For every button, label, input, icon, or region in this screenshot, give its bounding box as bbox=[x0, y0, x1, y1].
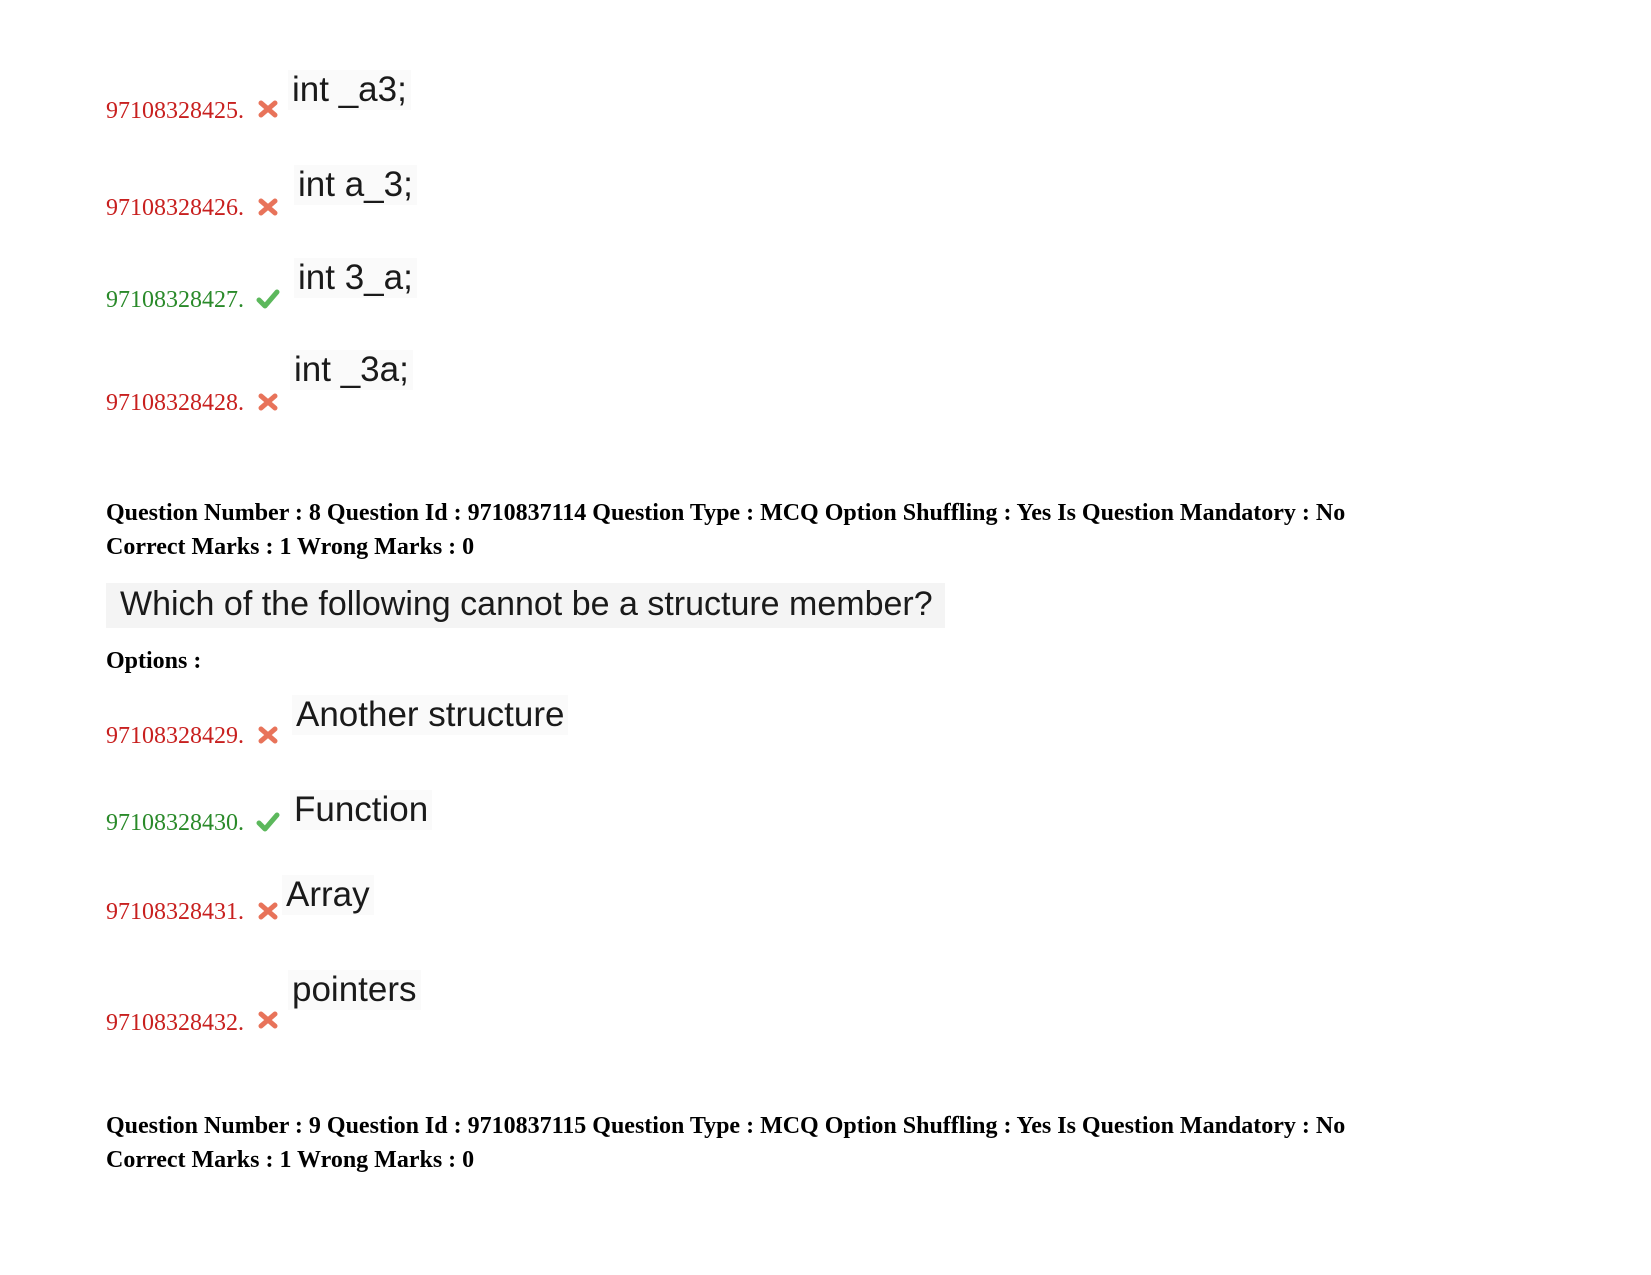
marks-line: Correct Marks : 1 Wrong Marks : 0 bbox=[106, 1147, 475, 1173]
option-text: int a_3; bbox=[294, 165, 417, 205]
cross-icon bbox=[256, 196, 280, 218]
option-text: Function bbox=[290, 790, 432, 830]
option-text: int _3a; bbox=[290, 350, 413, 390]
check-icon bbox=[256, 811, 280, 833]
cross-icon bbox=[256, 98, 280, 120]
options-label: Options : bbox=[106, 648, 202, 674]
cross-icon bbox=[256, 391, 280, 413]
option-id: 97108328431. bbox=[106, 899, 244, 925]
marks-line: Correct Marks : 1 Wrong Marks : 0 bbox=[106, 534, 475, 560]
cross-icon bbox=[256, 1009, 280, 1031]
question-meta-line: Question Number : 9 Question Id : 9710837115 Question Type : MCQ Option Shuffling : Yes Is Question Mandatory : No bbox=[106, 1113, 1346, 1139]
option-text: Another structure bbox=[292, 695, 568, 735]
option-id: 97108328426. bbox=[106, 195, 244, 221]
option-id: 97108328432. bbox=[106, 1010, 244, 1036]
question-meta-line: Question Number : 8 Question Id : 9710837114 Question Type : MCQ Option Shuffling : Yes Is Question Mandatory : No bbox=[106, 500, 1346, 526]
cross-icon bbox=[256, 900, 280, 922]
option-text: pointers bbox=[288, 970, 421, 1010]
check-icon bbox=[256, 288, 280, 310]
option-text: int _a3; bbox=[288, 70, 411, 110]
option-id: 97108328429. bbox=[106, 723, 244, 749]
option-text: Array bbox=[282, 875, 374, 915]
option-id: 97108328427. bbox=[106, 287, 244, 313]
option-id: 97108328428. bbox=[106, 390, 244, 416]
cross-icon bbox=[256, 724, 280, 746]
option-text: int 3_a; bbox=[294, 258, 417, 298]
question-text: Which of the following cannot be a structure member? bbox=[106, 583, 945, 628]
option-id: 97108328430. bbox=[106, 810, 244, 836]
option-id: 97108328425. bbox=[106, 98, 244, 124]
